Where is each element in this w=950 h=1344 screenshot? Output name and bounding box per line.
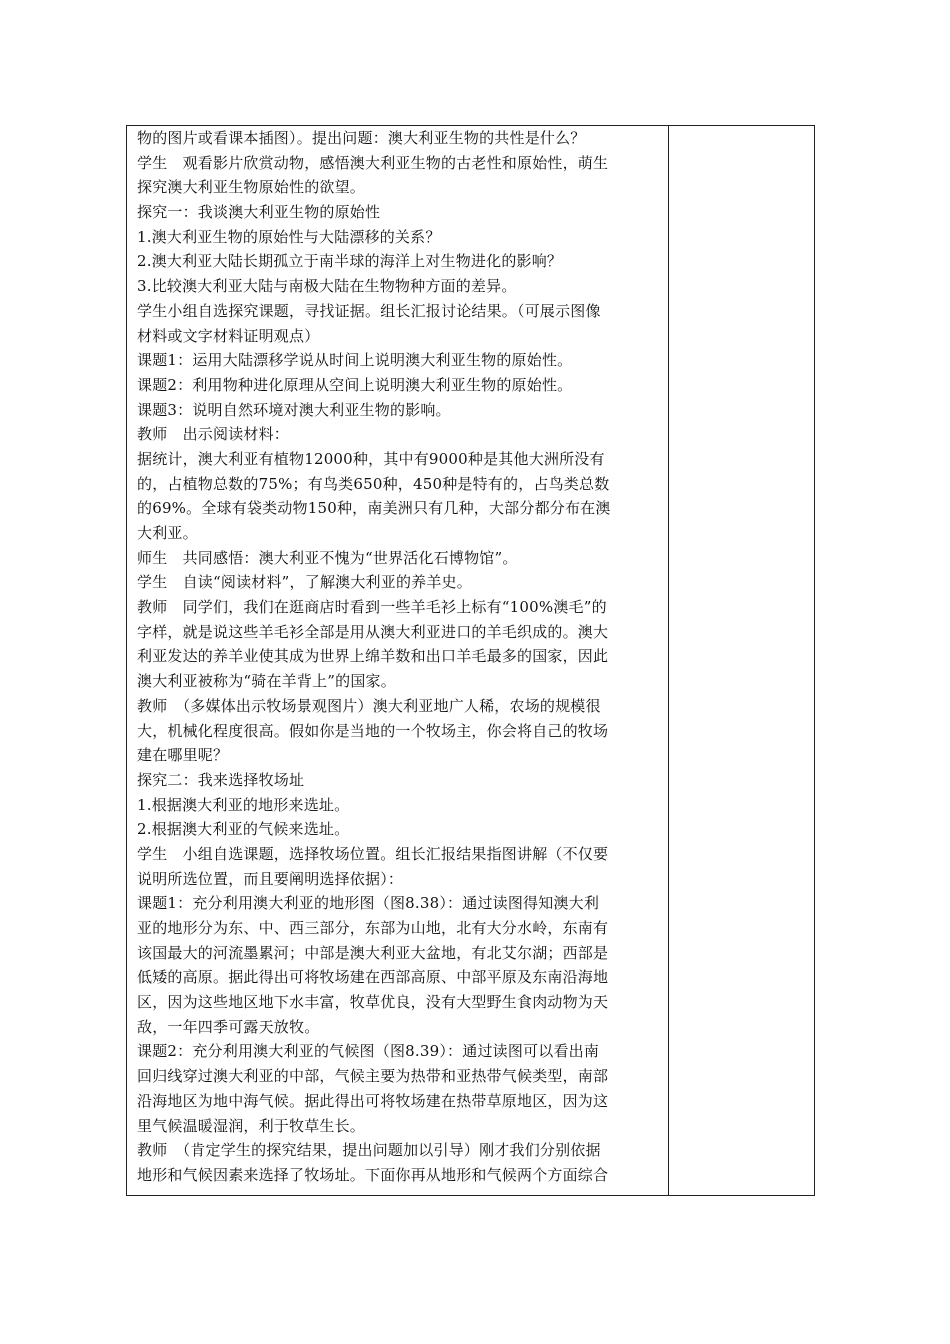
text-line: 课题1：充分利用澳大利亚的地形图（图8.38）：通过读图得知澳大利	[137, 894, 600, 913]
text-line: 据统计，澳大利亚有植物12000种，其中有9000种是其他大洲所没有	[137, 449, 605, 468]
text-line: 里气候温暖湿润，利于牧草生长。	[137, 1116, 366, 1135]
text-line: 材料或文字材料证明观点）	[137, 326, 320, 345]
text-line: 字样，就是说这些羊毛衫全部是用从澳大利亚进口的羊毛织成的。澳大	[137, 622, 609, 641]
text-line: 1.根据澳大利亚的地形来选址。	[137, 795, 350, 814]
text-line: 大利亚。	[137, 524, 198, 542]
text-line: 利亚发达的养羊业使其成为世界上绵羊数和出口羊毛最多的国家，因此	[137, 647, 609, 666]
text-line: 敌，一年四季可露天放牧。	[137, 1017, 320, 1036]
text-line: 2.根据澳大利亚的气候来选址。	[137, 820, 350, 839]
text-line: 课题3：说明自然环境对澳大利亚生物的影响。	[137, 400, 451, 419]
text-line: 学生 自读“阅读材料”，了解澳大利亚的养羊史。	[137, 573, 472, 592]
text-line: 地形和气候因素来选择了牧场址。下面你再从地形和气候两个方面综合	[137, 1165, 609, 1184]
text-line: 1.澳大利亚生物的原始性与大陆漂移的关系？	[137, 227, 441, 246]
lesson-content-cell	[137, 126, 662, 1188]
text-line: 的，占植物总数的75%；有鸟类650种，450种是特有的，占鸟类总数	[137, 474, 610, 493]
text-line: 学生小组自选探究课题，寻找证据。组长汇报讨论结果。（可展示图像	[137, 301, 601, 320]
text-line: 澳大利亚被称为“骑在羊背上”的国家。	[137, 672, 396, 691]
text-line: 亚的地形分为东、中、西三部分，东部为山地，北有大分水岭，东南有	[137, 919, 609, 937]
text-line: 探究二：我来选择牧场址	[137, 770, 305, 789]
text-line: 学生 观看影片欣赏动物，感悟澳大利亚生物的古老性和原始性，萌生	[137, 153, 609, 172]
text-line: 课题2：充分利用澳大利亚的气候图（图8.39）：通过读图可以看出南	[137, 1042, 600, 1061]
text-line: 教师 出示阅读材料：	[137, 425, 290, 444]
text-line: 的69%。全球有袋类动物150种，南美洲只有几种，大部分都分布在澳	[137, 499, 611, 518]
text-line: 说明所选位置，而且要阐明选择依据）：	[137, 869, 404, 888]
text-line: 沿海地区为地中海气候。据此得出可将牧场建在热带草原地区，因为这	[137, 1091, 609, 1110]
text-line: 3.比较澳大利亚大陆与南极大陆在生物物种方面的差异。	[137, 277, 517, 296]
text-line: 课题1：运用大陆漂移学说从时间上说明澳大利亚生物的原始性。	[137, 351, 573, 370]
text-line: 建在哪里呢？	[137, 746, 229, 765]
text-line: 低矮的高原。据此得出可将牧场建在西部高原、中部平原及东南沿海地	[137, 968, 609, 987]
text-line: 教师 同学们，我们在逛商店时看到一些羊毛衫上标有“100%澳毛”的	[137, 598, 607, 617]
notes-cell	[669, 126, 814, 1195]
text-line: 回归线穿过澳大利亚的中部，气候主要为热带和亚热带气候类型，南部	[137, 1067, 609, 1086]
text-line: 探究澳大利亚生物原始性的欲望。	[137, 178, 366, 197]
text-line: 师生 共同感悟：澳大利亚不愧为“世界活化石博物馆”。	[137, 548, 518, 567]
text-line: 区，因为这些地区地下水丰富，牧草优良，没有大型野生食肉动物为天	[137, 993, 609, 1012]
text-line: 课题2：利用物种进化原理从空间上说明澳大利亚生物的原始性。	[137, 375, 573, 394]
text-line: 物的图片或看课本插图）。提出问题：澳大利亚生物的共性是什么？	[137, 129, 586, 147]
text-line: 该国最大的河流墨累河；中部是澳大利亚大盆地，有北艾尔湖；西部是	[137, 943, 609, 962]
text-line: 教师 （多媒体出示牧场景观图片）澳大利亚地广人稀，农场的规模很	[137, 696, 601, 715]
text-line: 学生 小组自选课题，选择牧场位置。组长汇报结果指图讲解（不仅要	[137, 844, 609, 863]
text-line: 教师 （肯定学生的探究结果，提出问题加以引导）刚才我们分别依据	[137, 1141, 601, 1160]
lesson-table	[126, 125, 815, 1196]
text-line: 探究一：我谈澳大利亚生物的原始性	[137, 203, 381, 222]
text-line: 大，机械化程度很高。假如你是当地的一个牧场主，你会将自己的牧场	[137, 721, 609, 740]
text-line: 2.澳大利亚大陆长期孤立于南半球的海洋上对生物进化的影响？	[137, 252, 563, 271]
